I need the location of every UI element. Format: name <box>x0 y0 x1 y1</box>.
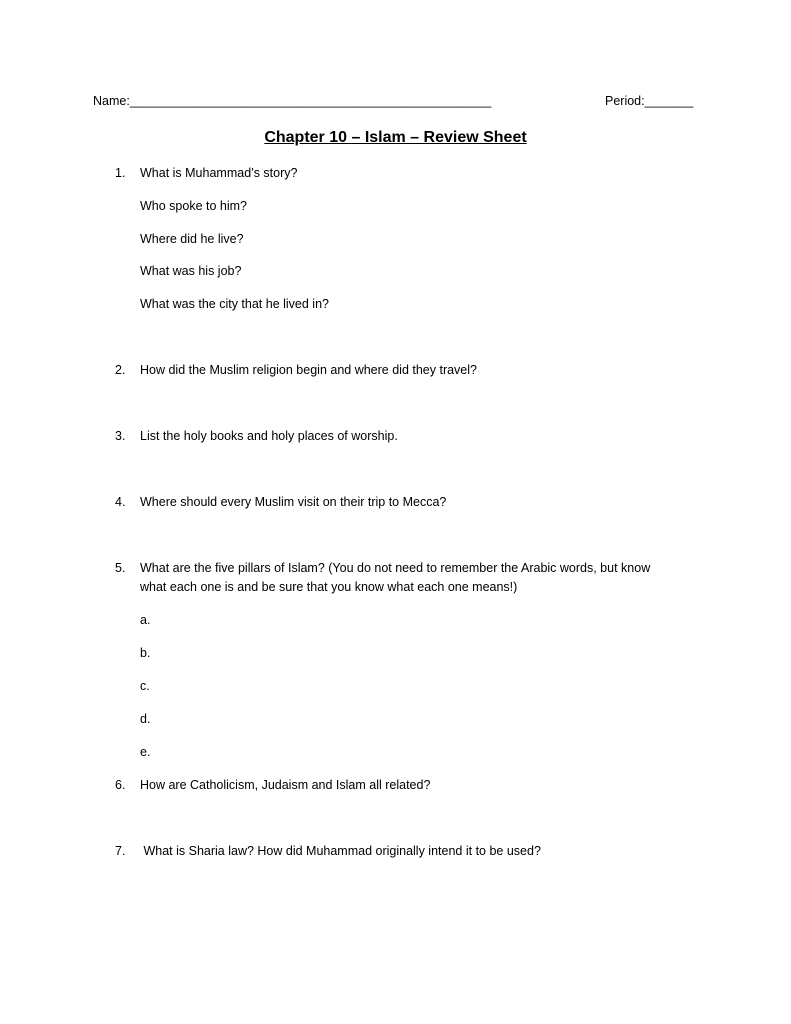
sub-question: What was his job? <box>140 264 242 278</box>
page-title: Chapter 10 – Islam – Review Sheet <box>264 129 527 146</box>
question-number: 2. <box>115 363 126 377</box>
question-text: How are Catholicism, Judaism and Islam all related? <box>140 778 431 792</box>
question-number: 6. <box>115 778 126 792</box>
question-text: Where should every Muslim visit on their trip to Mecca? <box>140 495 447 509</box>
question-number: 5. <box>115 561 126 575</box>
sub-question: Where did he live? <box>140 232 244 246</box>
name-line: Name:____________________________________________________ <box>93 94 492 108</box>
question-number: 4. <box>115 495 126 509</box>
question-text: What is Sharia law? How did Muhammad originally intend it to be used? <box>140 844 541 858</box>
answer-label: c. <box>140 679 150 693</box>
question-text: List the holy books and holy places of worship. <box>140 429 398 443</box>
question-text: How did the Muslim religion begin and where did they travel? <box>140 363 477 377</box>
answer-label: d. <box>140 712 151 726</box>
answer-label: b. <box>140 646 151 660</box>
sub-question: What was the city that he lived in? <box>140 297 329 311</box>
question-number: 7. <box>115 844 126 858</box>
question-number: 1. <box>115 166 126 180</box>
sub-question: Who spoke to him? <box>140 199 247 213</box>
question-text-continued: what each one is and be sure that you know what each one means!) <box>140 580 518 594</box>
period-line: Period:_______ <box>605 94 694 108</box>
question-number: 3. <box>115 429 126 443</box>
answer-label: e. <box>140 745 151 759</box>
answer-label: a. <box>140 613 151 627</box>
question-text: What are the five pillars of Islam? (You do not need to remember the Arabic words, but know <box>140 561 651 575</box>
question-text: What is Muhammad’s story? <box>140 166 298 180</box>
